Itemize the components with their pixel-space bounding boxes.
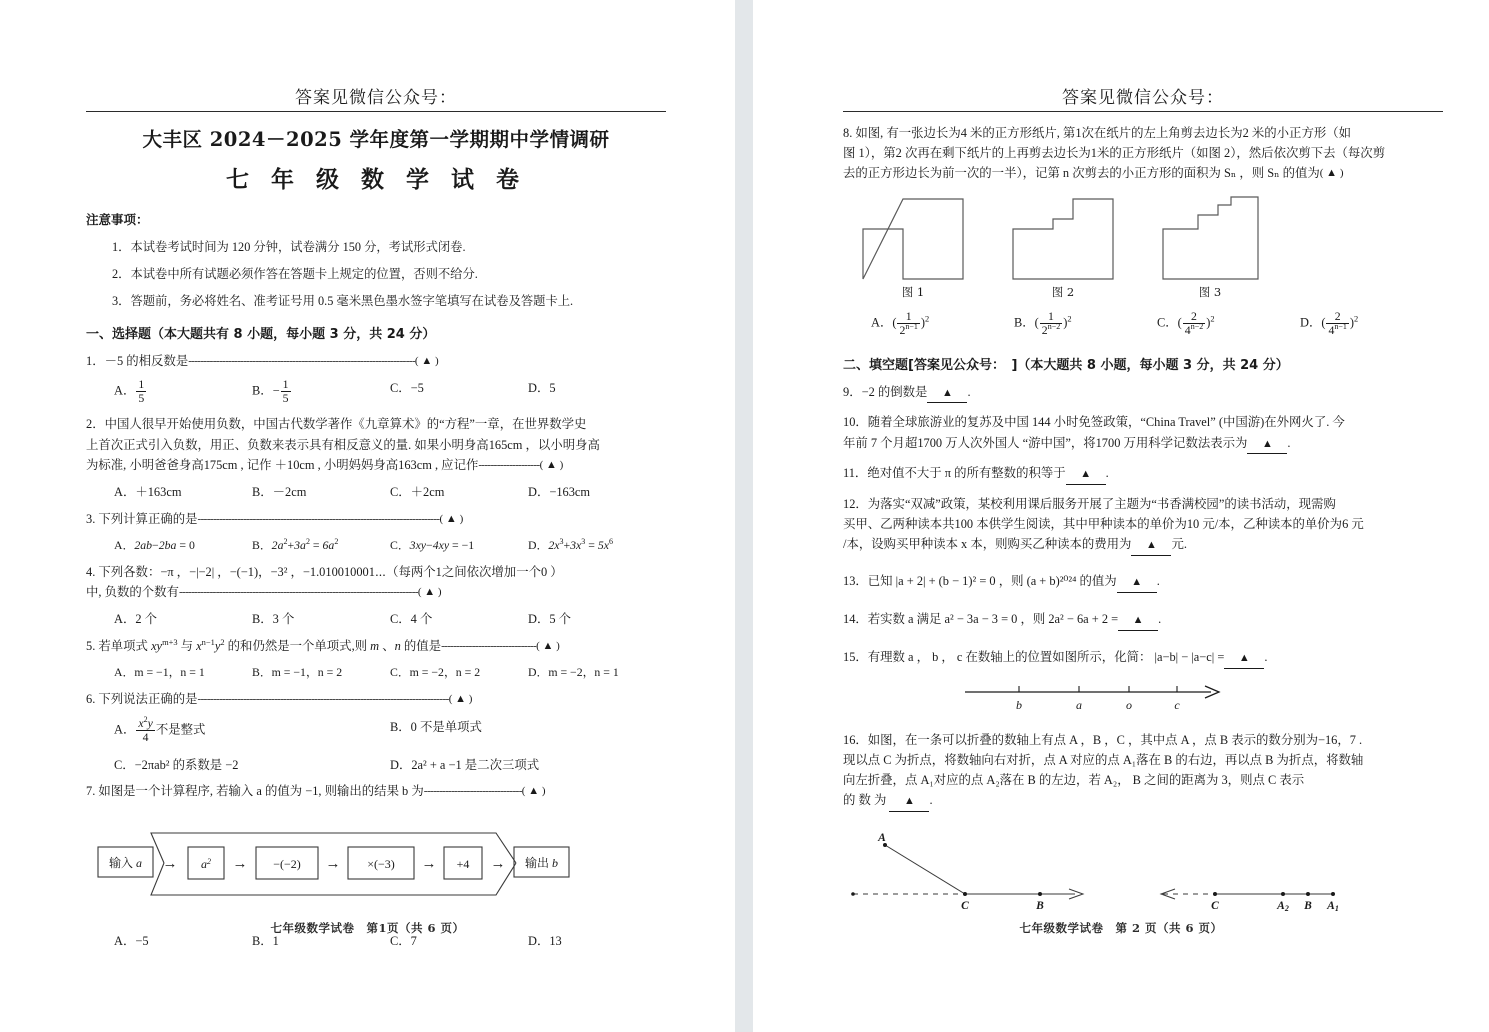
- numberline-svg: [961, 675, 1251, 721]
- question-7: [86, 781, 666, 801]
- flow-step3-label: ×(−3): [367, 856, 395, 871]
- question-9-stem: 9．−2 的倒数是: [843, 384, 928, 399]
- flow-output-label: 输出 b: [524, 855, 559, 870]
- question-7-flowchart: [86, 811, 666, 921]
- option-c[interactable]: C．＋2cm: [390, 484, 445, 499]
- svg-text:→: →: [490, 855, 506, 872]
- question-16: [843, 730, 1443, 812]
- option-d[interactable]: D．2a² + a −1 是二次三项式: [390, 757, 540, 772]
- question-4-answer-mark: ( ▲ ): [417, 585, 442, 598]
- question-4-line-1: 4. 下列各数：−π ，−|−2| ，−(−1)，−3² ，−1.010010001⋯（每两个1之间依次增加一个0 ）: [86, 564, 563, 579]
- question-4-options: [86, 609, 666, 627]
- figure-caption-3: 图 3: [1198, 285, 1222, 300]
- question-12-line-2: 买甲、乙两种读本共100 本供学生阅读，其中甲种读本的单价为10 元/本，乙种读本的单价为6 元: [843, 517, 1364, 532]
- question-2-line-3: 为标准, 小明爸爸身高175cm , 记作 ＋10cm , 小明妈妈身高163cm , 应记作--------------------( ▲ ): [86, 457, 564, 472]
- question-11-stem: 11．绝对值不大于 π 的所有整数的积等于: [843, 466, 1066, 481]
- page-2-footer: 七年级数学试卷 第 2 页（共 6 页）: [1019, 921, 1223, 935]
- question-12: [843, 494, 1443, 556]
- option-d-label: D．: [528, 381, 550, 396]
- question-15-numberline: [843, 675, 1443, 726]
- question-4-line-2: 中, 负数的个数有------------------------------------------------------------------------------( ▲ ): [86, 584, 442, 599]
- question-8: [843, 123, 1443, 183]
- answer-blank[interactable]: ▲: [1118, 612, 1158, 631]
- question-7-answer-mark: ( ▲ ): [521, 784, 546, 797]
- question-15-stem: 15．有理数 a ， b ， c 在数轴上的位置如图所示，化简： |a−b| − |a−c| =: [843, 649, 1225, 664]
- answer-blank[interactable]: ▲: [927, 385, 967, 404]
- svg-text:→: →: [325, 855, 341, 872]
- option-c[interactable]: C．−5: [390, 381, 424, 396]
- wechat-header-note: 答案见微信公众号：: [295, 88, 457, 108]
- flow-step4-label: +4: [456, 856, 470, 871]
- question-8-line-3: 去的正方形边长为前一次的一半），记第 n 次剪去的小正方形的面积为 Sₙ ，则 Sₙ 的值为( ▲ ): [843, 166, 1344, 181]
- header-divider-rule: [86, 111, 666, 112]
- question-8-options: [843, 310, 1443, 337]
- question-5-options: [86, 663, 666, 680]
- fraction: $\frac{1}{2^{n-2}}$: [1041, 310, 1061, 338]
- fraction: $\frac{1}{5}$: [138, 378, 145, 406]
- question-6-options-row-2: [86, 755, 666, 773]
- fraction-denominator: $2^{n-1}$: [899, 322, 918, 338]
- point-label-A1: A1: [1327, 899, 1339, 913]
- option-c[interactable]: C．3xy−4xy = −1: [390, 537, 475, 552]
- question-6-stem: 6. 下列说法正确的是: [86, 692, 198, 707]
- question-16-line-4: 的 数 为 ▲ .: [843, 790, 1443, 812]
- question-16-figures: [843, 824, 1443, 924]
- question-2-answer-mark: ( ▲ ): [539, 458, 564, 471]
- question-10: [843, 412, 1443, 454]
- question-13-stem: 13．已知 |a + 2| + (b − 1)² = 0 ，则 (a + b)²⁰²⁴ 的值为: [843, 574, 1117, 589]
- answer-blank[interactable]: ▲: [1117, 574, 1157, 593]
- flow-input-label: 输入 a: [108, 855, 143, 870]
- question-12-line-3: /本，设购买甲种读本 x 本，则购买乙种读本的费用为 ▲ 元.: [843, 534, 1443, 556]
- question-8-line-1: 8. 如图, 有一张边长为4 米的正方形纸片, 第1次在纸片的左上角剪去边长为2 米的小正方形（如: [843, 126, 1352, 140]
- minus-sign: −: [272, 383, 280, 398]
- fraction: [136, 717, 154, 744]
- fraction: $\frac{1}{2^{n-1}}$: [899, 310, 918, 338]
- option-b-label: B．: [252, 383, 273, 398]
- svg-text:→: →: [162, 855, 178, 872]
- option-b[interactable]: B．0 不是单项式: [390, 720, 482, 735]
- option-b[interactable]: B．( $\frac{1}{2^{n-2}}$ )$^2$: [1014, 310, 1072, 338]
- exam-subtitle: 七 年 级 数 学 试 卷: [225, 166, 527, 193]
- header-divider-rule: [843, 111, 1443, 112]
- question-8-line-2: 图 1），第2 次再在剩下纸片的上再剪去边长为1米的正方形纸片（如图 2），然后依次剪下去（每次剪: [843, 146, 1386, 161]
- point-label-C-folded: C: [1211, 899, 1219, 912]
- dot-leader: -------------------------------: [441, 640, 537, 653]
- figure-caption-2: 图 2: [1051, 285, 1075, 300]
- dot-leader: --------------------: [478, 458, 540, 471]
- question-6-answer-mark: ( ▲ ): [448, 693, 473, 706]
- notice-item: 1．本试卷考试时间为 120 分钟，试卷满分 150 分，考试形式闭卷.: [112, 240, 466, 254]
- question-8-figures: [843, 191, 1443, 306]
- question-1-stem: 1．－5 的相反数是: [86, 354, 189, 368]
- option-a[interactable]: A．( $\frac{1}{2^{n-1}}$ )$^2$: [871, 310, 930, 338]
- option-b[interactable]: B．3 个: [252, 612, 295, 627]
- wechat-header-note: 答案见微信公众号：: [1062, 88, 1224, 108]
- point-label-C: C: [961, 899, 969, 912]
- flowchart-svg: [96, 811, 616, 916]
- option-a[interactable]: A．2ab−2ba = 0: [114, 537, 195, 552]
- option-d[interactable]: D．5: [528, 381, 556, 396]
- point-label-A: A: [878, 831, 886, 844]
- question-2-line-1: 2．中国人很早开始使用负数，中国古代数学著作《九章算术》的“方程”一章，在世界数学史: [86, 417, 587, 432]
- option-b[interactable]: [252, 378, 390, 405]
- question-1-options: [86, 378, 666, 405]
- answer-blank[interactable]: ▲: [1066, 466, 1106, 485]
- option-a[interactable]: A．＋163cm: [114, 484, 182, 499]
- option-d[interactable]: D．−163cm: [528, 484, 591, 499]
- page-2-content: [843, 0, 1443, 924]
- svg-text:→: →: [232, 855, 248, 872]
- figure-caption-1: 图 1: [901, 285, 925, 300]
- question-16-line-1: 16．如图，在一条可以折叠的数轴上有点 A ，B ，C ，其中点 A ，点 B 表示的数分别为−16，7 .: [843, 732, 1363, 747]
- svg-text:→: →: [421, 855, 437, 872]
- flow-step2-label: −(−2): [273, 856, 301, 871]
- option-c[interactable]: C．4 个: [390, 612, 433, 627]
- fraction: $\frac{1}{5}$: [282, 378, 289, 406]
- option-a[interactable]: A．m = −1，n = 1: [114, 665, 205, 680]
- folding-numberline-svg: [843, 824, 1403, 919]
- option-c[interactable]: C．( $\frac{2}{4^{n-2}}$ )$^2$: [1157, 310, 1215, 338]
- option-d[interactable]: D．5 个: [528, 612, 572, 627]
- answer-blank[interactable]: ▲: [1224, 650, 1264, 669]
- fraction: $\frac{2}{4^{n-2}}$: [1184, 310, 1204, 338]
- question-5: 5. 若单项式 $xy^{m+3}$ 与 $x^{n-1}y^2$ 的和仍然是一个单项式,则 m 、n 的值是-------------------------------( ▲ ): [86, 636, 560, 654]
- question-11: 11．绝对值不大于 π 的所有整数的积等于 ▲ .: [843, 463, 1443, 485]
- page-gutter-divider: [735, 0, 753, 1032]
- fraction-denominator: $4^{n-1}$: [1328, 322, 1347, 338]
- question-9: 9．−2 的倒数是 ▲ .: [843, 382, 1443, 404]
- point-label-A2: A2: [1277, 899, 1289, 913]
- point-label-B: B: [1036, 899, 1044, 912]
- page-1-footer: 七年级数学试卷 第1页（共 6 页）: [270, 921, 465, 935]
- answer-blank[interactable]: ▲: [1131, 537, 1171, 556]
- flow-step1-label: $a^2$: [201, 856, 211, 871]
- option-a[interactable]: A． $\frac{x^2y}{4}$ 不是整式: [114, 715, 206, 745]
- option-a[interactable]: A．−5: [114, 933, 149, 948]
- option-b[interactable]: B．$2a^2+3a^2 = 6a^2$: [252, 536, 339, 552]
- question-3-answer-mark: ( ▲ ): [439, 512, 464, 525]
- question-14-stem: 14．若实数 a 满足 a² − 3a − 3 = 0 ，则 2a² − 6a + 2 =: [843, 612, 1119, 626]
- dot-leader: ----------------------------------------------------------------------------------: [197, 693, 449, 706]
- question-2-options: [86, 482, 666, 500]
- numberline-label-o: o: [1126, 697, 1132, 712]
- question-15: 15．有理数 a ， b ， c 在数轴上的位置如图所示，化简： |a−b| − |a−c| = ▲ .: [843, 647, 1443, 669]
- notice-heading: 注意事项：: [86, 212, 149, 227]
- section-two-heading: 二、填空题[答案见公众号： ]（本大题共 8 小题，每小题 3 分，共 24 分）: [843, 357, 1289, 373]
- question-10-line-2: 年前 7 个月超1700 万人次外国人 “游中国”，将1700 万用科学记数法表示为 ▲ .: [843, 433, 1443, 455]
- option-c[interactable]: C．7: [390, 933, 417, 948]
- point-label-B-folded: B: [1304, 899, 1312, 912]
- staircase-figures-svg: [843, 191, 1313, 301]
- page-2: [753, 0, 1489, 1032]
- dot-leader: --------------------------------------------------------------------------: [188, 355, 415, 367]
- question-2: [86, 414, 666, 474]
- question-8-answer-mark: ( ▲ ): [1319, 167, 1344, 180]
- page-1: [0, 0, 735, 1032]
- option-c[interactable]: C．m = −2，n = 2: [390, 665, 481, 680]
- question-3-options: [86, 536, 666, 553]
- question-10-line-1: 10．随着全球旅游业的复苏及中国 144 小时免签政策，“China Travel” (中国游)在外网火了. 今: [843, 415, 1345, 430]
- section-one-heading: 一、选择题（本大题共有 8 小题，每小题 3 分，共 24 分）: [86, 327, 436, 342]
- fraction: $\frac{2}{4^{n-1}}$: [1328, 310, 1347, 338]
- question-13: 13．已知 |a + 2| + (b − 1)² = 0 ，则 (a + b)²⁰²⁴ 的值为 ▲ .: [843, 571, 1443, 593]
- numberline-label-c: c: [1174, 697, 1180, 712]
- numberline-label-a: a: [1076, 697, 1082, 712]
- question-7-stem: 7. 如图是一个计算程序, 若输入 a 的值为 −1, 则输出的结果 b 为: [86, 783, 424, 798]
- question-3: [86, 509, 666, 529]
- option-c[interactable]: C．−2πab² 的系数是 −2: [114, 757, 239, 772]
- notice-item: 2．本试卷中所有试题必须作答在答题卡上规定的位置，否则不给分.: [112, 267, 478, 281]
- question-5-answer-mark: ( ▲ ): [536, 640, 560, 653]
- option-b[interactable]: B．1: [252, 933, 279, 948]
- option-d[interactable]: D．m = −2，n = 1: [528, 665, 619, 680]
- question-16-line-3: 向左折叠，点 A₁对应的点 A₂落在 B 的左边，若 A₂， B 之间的距离为 3，则点 C 表示: [843, 772, 1305, 787]
- option-d[interactable]: D．$2x^3+3x^3 = 5x^6$: [528, 536, 614, 552]
- numberline-label-b: b: [1016, 697, 1022, 712]
- question-14: 14．若实数 a 满足 a² − 3a − 3 = 0 ，则 2a² − 6a + 2 = ▲ .: [843, 609, 1443, 631]
- option-b[interactable]: B．－2cm: [252, 484, 307, 499]
- question-1-answer-mark: ( ▲ ): [414, 355, 439, 367]
- dot-leader: -------------------------------------------------------------------------------: [197, 512, 440, 525]
- fraction-denominator: 4: [136, 730, 154, 744]
- question-16-line-2: 现以点 C 为折点，将数轴向右对折，点 A 对应的点 A₁落在 B 的右边，再以点 B 为折点，将数轴: [843, 752, 1364, 767]
- fraction-denominator: $2^{n-2}$: [1041, 322, 1061, 338]
- notice-item: 3．答题前，务必将姓名、准考证号用 0.5 毫米黑色墨水签字笔填写在试卷及答题卡上.: [112, 294, 574, 308]
- answer-blank[interactable]: ▲: [889, 793, 929, 812]
- question-12-line-1: 12．为落实“双减”政策，某校利用课后服务开展了主题为“书香满校园”的读书活动，现需购: [843, 497, 1336, 512]
- fraction-denominator: $4^{n-2}$: [1184, 322, 1204, 338]
- question-1: [86, 351, 666, 371]
- question-6-options-row-1: [86, 717, 666, 744]
- question-6: [86, 689, 666, 709]
- option-a[interactable]: A．2 个: [114, 612, 158, 627]
- question-4: [86, 562, 666, 602]
- page-1-content: [86, 0, 666, 949]
- option-b[interactable]: B．m = −1，n = 2: [252, 665, 343, 680]
- option-c-label: C．: [390, 381, 411, 396]
- exam-title: 大丰区 2024－2025 学年度第一学期期中学情调研: [142, 128, 610, 151]
- dot-leader: ------------------------------------------------------------------------------: [178, 585, 418, 598]
- question-2-line-2: 上首次正式引入负数，用正、负数来表示具有相反意义的量. 如果小明身高165cm ，以小明身高: [86, 437, 600, 452]
- option-d[interactable]: D．( $\frac{2}{4^{n-1}}$ )$^2$: [1300, 310, 1359, 338]
- option-a[interactable]: [114, 378, 252, 405]
- dot-leader: --------------------------------: [423, 784, 522, 797]
- answer-blank[interactable]: ▲: [1247, 436, 1287, 455]
- option-d[interactable]: D．13: [528, 933, 562, 948]
- fraction-numerator: $x^2y$: [138, 715, 153, 731]
- question-3-stem: 3. 下列计算正确的是: [86, 511, 198, 526]
- flow-arrow: [163, 856, 506, 872]
- option-a-label: A．: [114, 383, 136, 398]
